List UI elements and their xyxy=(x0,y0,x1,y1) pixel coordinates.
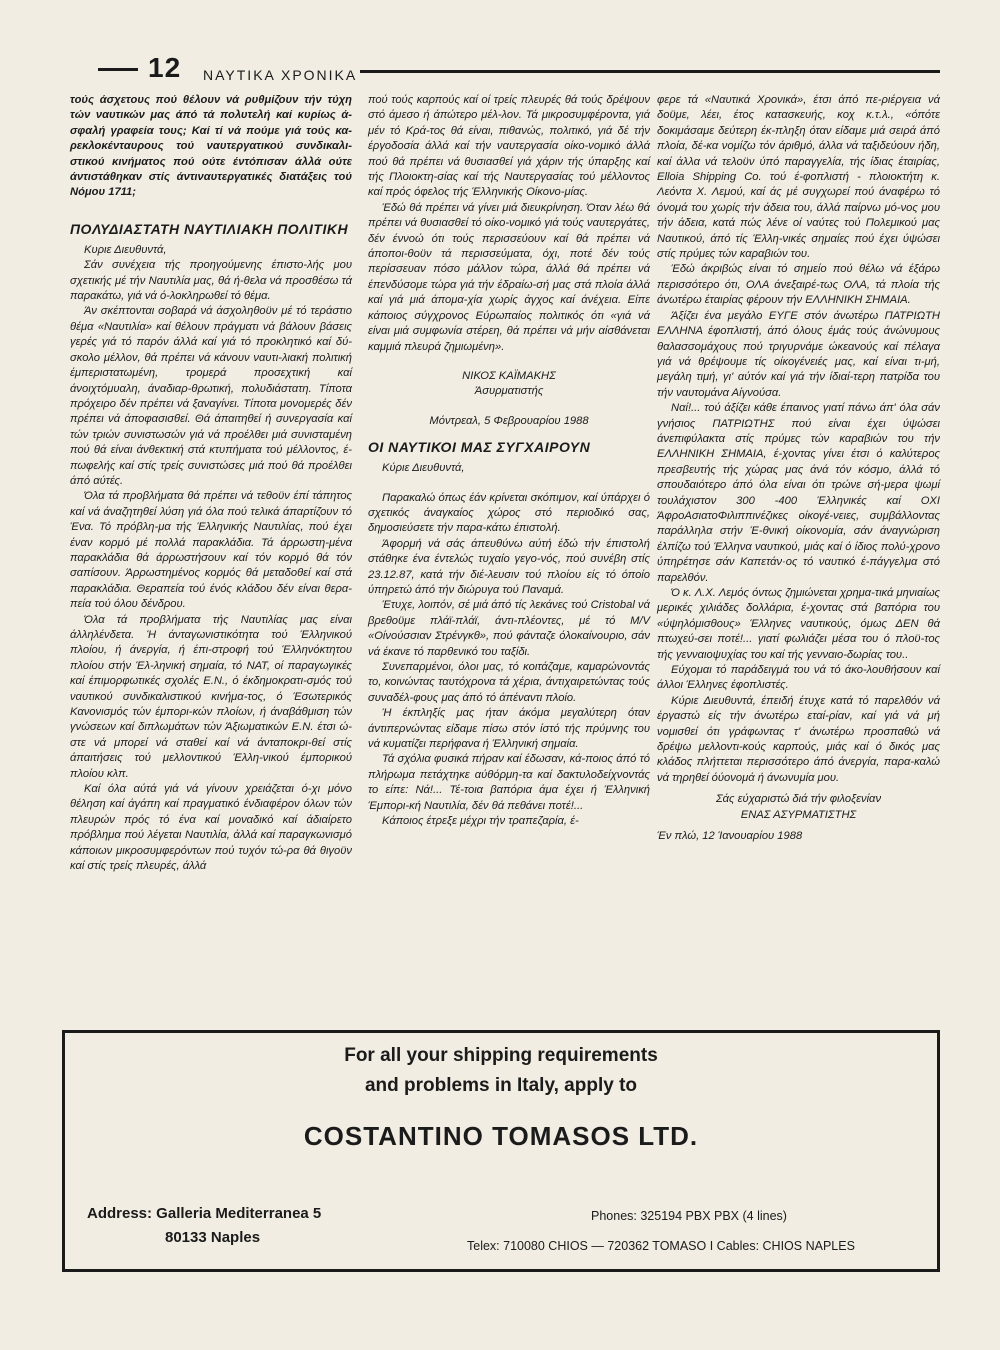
ad-telex-cables: Telex: 710080 CHIOS — 720362 TOMASO I Cables: CHIOS NAPLES xyxy=(467,1239,855,1253)
paragraph: Παρακαλώ όπως έάν κρίνεται σκόπιμον, καί ύπάρχει ό σχετικός άναγκαίος χώρος στό περιοδικό σας, δημοσιεύσετε τήν παρα-κάτω έπιστολή. xyxy=(368,491,650,535)
paragraph: Ό κ. Λ.Χ. Λεμός όντως ζημιώνεται χρημα-τικά μηνιαίως μερικές χιλιάδες δολλάρια, έ-χοντας στά βαπόρια του «ύψηλόμισθους» Έλληνες ναυτικούς, όμως ΔΕΝ θά πτωχεύ-σει ποτέ!... γιατί φωλιάζει μέσα του ό πλοϋ-τος τής γενναιοψυχίας του καί τής γενναιο-δωρίας του.. xyxy=(657,587,940,661)
signature-role: Άσυρματιστής xyxy=(474,385,544,398)
paragraph: Άξίζει ένα μεγάλο ΕΥΓΕ στόν άνωτέρω ΠΑΤΡΙΩΤΗ ΕΛΛΗΝΑ έφοπλιστή, άπό όλους έμάς τούς άνώνυμους θαλασσομάχους πού τριγυρνάμε ώκεανούς καί πέλαγα γιά νά θρέψουμε τίς οίκογένειές μας, καί είναι τι-μή, μεγάλη τιμή, γι' αύτόν καί γιά τήν ίδιαί-τερη πατρίδα του τήν ναυτομάνα Αίγνούσα. xyxy=(657,309,940,399)
ad-address-line-2: 80133 Naples xyxy=(165,1229,261,1246)
ad-headline-line-1: For all your shipping requirements xyxy=(344,1045,658,1066)
ad-address-line-1: Address: Galleria Mediterranea 5 xyxy=(87,1205,322,1222)
paragraph: Ναί!... τού άξίζει κάθε έπαινος γιατί πάνω άπ' όλα σάν γνήσιος ΠΑΤΡΙΩΤΗΣ πού είναι έχει ύψώσει άνεπιφύλακτα στίς πρύμες τών καραβιών του τήν ΕΛΛΗΝΙΚΗ ΣΗΜΑΙΑ, έ-χοντας γίνει έτσι ό καλύτερος πρεσβευτής τής χώρας μας άνά τόν κόσμο, άλλά τό σπουδαιότερο άπό όλα είναι ότι τρώνε σή-μερα ψωμί τουλάχιστον 300 -400 Έλληνικές καί ΟΧΙ ΆφροΑσιατοΦιλιππινέζικες οίκογέ-νειες, συμβάλλοντας παράλληλα στήν Έ-θνική οίκονομία, σάν άναγνώριση έλπίζω τού Έλληνα ναυτικού, μιάς καί ό ίδιος πολύ-χρονο ύπηρέτησε σάν Καπετάν·ος τό ναυτικό έ-πάγγελμα στό παρελθόν. xyxy=(657,402,940,584)
paragraph: Ή έκπληξίς μας ήταν άκόμα μεγαλύτερη όταν άντιπερνώντας είδαμε πίσω στόν ίστό τής πρύμνης του νά κυματίζει περήφανα ή Έλληνική σημαία. xyxy=(368,707,650,751)
paragraph: Έτυχε, λοιπόν, σέ μιά άπό τίς λεκάνες τού Cristobal νά βρεθοϋμε πλάϊ-πλάϊ, άντι-πλέοντες, μέ τό Μ/V «Οίνούσσιαν Στρένγκθ», πού φάνταζε όλοκαίνουριο, σάν νά έκανε τό παρθενικό του ταξίδι. xyxy=(368,599,650,658)
salutation: Κυριε Διευθυντά, xyxy=(84,243,167,256)
magazine-title: ΝΑΥΤΙΚΑ ΧΡΟΝΙΚΑ xyxy=(203,67,358,83)
paragraph: Άν σκέπτονται σοβαρά νά άσχοληθοϋν μέ τό τεράστιο θέμα «Ναυτιλία» καί θέλουν πράγματι νά βάλουν βάσεις γερές γιά τό παρόν άλλά καί γιά τό προκλητικό καί δύ-σκολο μέλλον, θά πρέπει νά κάνουν ναυτι-λιακή πολιτική έμπεριστατωμένη, τρομερά προσεχτική καί άνοιχτόμυαλη, άναδιαρ-θρωτική, πολυδιάστατη. Τίποτα πρόχειρο δέν πρέπει νά ξαναγίνει. Τίποτα μονομερές δέν πρέπει νά άποφασισθεί. Θά άπαιτηθεί ή συνεργασία καί τών τριών συνιστωσών γιά νά προέλθει μιά συνισταμένη πού θά είναι άνθεκτική στά κτυπήματα τού μέλλοντος, έ-πωφελής καί στίς τρείς συνιστώσες μιά πού θά προέλθει άπό αύτές. xyxy=(70,305,352,487)
header-rule-left xyxy=(98,68,138,71)
paragraph: Κύριε Διευθυντά, έπειδή έτυχε κατά τό παρελθόν νά έργαστώ είς τήν άνωτέρω εταί-ρίαν, καί γιά νά μή νομισθεί ότι γράφωντας τ' άνωτέρω προσπαθώ νά δρέψω μελλοντι-κούς καρπούς, μιάς καί ό δικός μας κλάδος πλήττεται περισσότερο άπό άνεργία, παρα-καλώ νά τηρηθεί όύονομά ή άνωνυμία μου. xyxy=(657,694,940,784)
paragraph: Όλα τά προβλήματα τής Ναυτιλίας μας είναι άλληλένδετα. Ή άνταγωνιστικότητα τού Έλληνικού πλοίου, ή άνεργία, ή έπι-στροφή τού Έλληνόκτητου πλοίου στήν Έλ-ληνική σημαία, τό ΝΑΤ, οί παραγωγικές καί έπιμορφωτικές σχολές Ε.Ν., ό έκδημοκρατι-σμός τού ναυτικού συνδικαλιστικού κινήμα-τος, ό Έσωτερικός Κανονισμός τών έμπορι-κών πλοίων, ή άναβάθμιση τών γνώσεων καί διπλωμάτων τών Άξιωματικών Ε.Ν. έτσι ώ-στε νά μπορεί νά σταθεί καί νά άνταποκρι-θεί στίς άπαιτήσεις τού μελλοντικού Έλλη-νικού έμπορικού πλοίου κλπ. xyxy=(70,613,352,780)
paragraph: Σάν συνέχεια τής προηγούμενης έπιστο-λής μου σχετικής μέ τήν Ναυτιλία μας, θά ή-θελα νά προσθέσω τά παρακάτω, γιά νά ό-λοκληρωθεί τό θέμα. xyxy=(70,259,352,303)
paragraph: φερε τά «Ναυτικά Χρονικά», έτσι άπό πε-ριέργεια νά δοϋμε, λέει, έτος κατασκευής, κοχ κ.τ.λ., «όπότε δοκιμάσαμε δεύτερη έκ-πληξη όταν είδαμε μιά σειρά άπό πλοία, δέ-κα νομίζω τόν άριθμό, άλλα νά ταξιδεύουν ήδη, καί άλλα νά τελοϋν ύπό παραγγελία, τής ίδιας έταιρίας, Elloia Shipping Co. τού έ-φοπλιστή - πλοιοκτήτη κ. Λεόντα Χ. Λεμού, καί άς μέ συγχωρεί πού άναφέρω τό όνομά του χωρίς τήν άδεια του, άλλά παίρνω μό-νος μου τήν άδεια, κατά πώς λένε οί ναύτες τού Πολεμικού μας Ναυτικού, άπό τίς Έλλη-νικές σημαίες πού έχει ύψώσει στίς πρύμες τών καραβιών του. xyxy=(657,94,940,261)
spacer xyxy=(368,477,650,491)
signature-name: ΝΙΚΟΣ ΚΑΪΜΑΚΗΣ xyxy=(462,369,556,382)
spacer xyxy=(368,355,650,369)
paragraph: πού τούς καρπούς καί οί τρείς πλευρές θά τούς δρέψουν στό άμεσο ή άπώτερο μέλ-λον. Τά μικροσυμφέροντα, γιά μέν τό Κρά-τος θά είναι, πιθανώς, πολιτικό, γιά δέ τήν έργοδοσία άλλά καί τήν ναυτεργασία οίκο-νομικό άλλά πού θά πρέπει νά θυσιασθεί γιά χάριν τής ύπαρξης καί τής Πλοιοκτη-σίας καί τής Ναυτεργασίας τού μέλλοντος καί πρός όφελος τής Έλληνικής Οίκονο-μίας. xyxy=(368,94,650,199)
place-date: Μόντρεαλ, 5 Φεβρουαρίου 1988 xyxy=(429,414,589,427)
column-2 xyxy=(368,93,650,829)
closing-line: Σάς εύχαριστώ διά τήν φιλοξενίαν xyxy=(715,793,882,806)
salutation: Κύριε Διευθυντά, xyxy=(382,462,465,475)
paragraph: Άφορμή νά σάς άπευθύνω αύτή έδώ τήν έπιστολή στάθηκε ένα έντελώς τυχαίο γεγο-νός, πού συνέβη στίς 23.12.87, κατά τήν διέ-λευσιν τού πλοίου είς τό όποίο ύπηρετώ άπό τήν διώρυγα τού Παναμά. xyxy=(368,537,650,596)
paragraph: Κάποιος έτρεξε μέχρι τήν τραπεζαρία, έ- xyxy=(382,815,579,828)
advertisement-box xyxy=(62,1030,940,1272)
header-rule-right xyxy=(360,70,940,73)
ad-phones: Phones: 325194 PBX PBX (4 lines) xyxy=(591,1209,787,1223)
paragraph: Τά σχόλια φυσικά πήραν καί έδωσαν, κά-ποιος άπό τό πλήρωμα πετάχτηκε αύθόρμη-τα καί δακτυλοδείχνοντάς το είπε: Νά!... Τέ-τοια βαπόρια άμα έχει ή Έλληνική Έμπορι-κή Ναυτιλία, δέν θά πεθάνει ποτέ!... xyxy=(368,753,650,812)
paragraph: Καί όλα αύτά γιά νά γίνουν χρειάζεται ό-χι μόνο θέληση καί άγάπη καί πραγματικό ένδιαφέρον όλων τών πλευρών πρός τό ένα καί μοναδικό καί άδιαίρετο πρόβλημα πού λέγεται Ναυτιλία, άλλά καί παραγκωνισμό κάποιων μικροσυμφερόντων πού τυχόν τώ-ρα θά θιγοϋν καί στίς τρείς πλευρές, άλλά xyxy=(70,783,352,873)
paragraph: Έδώ άκριβώς είναι τό σημείο πού θέλω νά έξάρω περισσότερο ότι, ΟΛΑ άνεξαιρέ-τως ΟΛΑ, τά πλοία τής άνωτέρω έταιρίας φέρουν τήν ΕΛΛΗΝΙΚΗ ΣΗΜΑΙΑ. xyxy=(657,263,940,307)
page-number: 12 xyxy=(148,52,182,83)
place-date: Έν πλώ, 12 Ίανουαρίου 1988 xyxy=(657,830,803,843)
ad-headline-line-2: and problems in Italy, apply to xyxy=(364,1075,638,1096)
column-1-intro: τούς άσχετους πού θέλουν νά ρυθμίζουν τήν τύχη τών ναυτικών μας άπό τά πολυτελή καί κυρίως ά-σφαλή γραφεία τους; Καί τί νά πούμε γιά τούς κα-ρεκλοκένταυρους τού ναυτεργατικού συνδικαλι-στικού κινήματος πού ούτε έντόπισαν άλλά ούτε άντιστάθηκαν στίς άντιναυτεργατικές διατάξεις τού Νόμου 1711; xyxy=(70,94,352,199)
paragraph: Έδώ θά πρέπει νά γίνει μιά διευκρίνηση. Όταν λέω θά πρέπει νά θυσιασθεί τό οίκο-νομικό γιά τούς ναυτεργάτες, δέν έννοώ ότι τούς περισσεύουν καί θά πρέπει νά άποποι-θοϋν τά περισσεύματα, όχι, ποτέ δέν τούς περίσσευαν πόσο μάλλον τώρα, άλλά θά πρέπει νά έπενδύσομε τώρα γιά τήν έδραίω-σή μας στά πλοία άλλά καί γιά μιά άπομα-χία χωρίς άγχος καί άνέχεια. Είπε κάποιος σύγχρονος Εύρωπαίος πολιτικός ότι «γιά νά είναι μιά συμφωνία στέρεη, θά πρέπει νά μήν αίσθάνεται καμμιά πλευρά ζημιωμένη». xyxy=(368,201,650,353)
column-3 xyxy=(657,93,940,845)
paragraph: Όλα τά προβλήματα θά πρέπει νά τεθοϋν έπί τάπητος καί νά άναζητηθεί λύση γιά όλα πού τελικά άπαρτίζουν τό Ένα. Τό πρόβλη-μα τής Έλληνικής Ναυτιλίας, πού έχει έναν κορμό μέ πολλά παρακλάδια. Τά άρρωστη-μένα παρακλάδια θά άρρωστήσουν καί τόν κορμό θά τόν σαπίσουν. Άρρωστημένος κορμός θά μεταδοθεί καί στά παρακλάδια. Θεραπεία τού ένός κλάδου δέν είναι θερα-πεία τού όλου δένδρου. xyxy=(70,490,352,611)
section-title-sailors-congratulate: ΟΙ ΝΑΥΤΙΚΟΙ ΜΑΣ ΣΥΓΧΑΙΡΟΥΝ xyxy=(368,439,591,456)
column-1 xyxy=(70,93,352,875)
paragraph: Συνεπαρμένοι, όλοι μας, τό κοιτάζαμε, καμαρώνοντάς το, κοινώντας ταυτόχρονα τά χέρια, άντιχαιρετώντας τούς συναδέλ-φους μας άπό τό άπέναντι πλοίο. xyxy=(368,661,650,704)
spacer xyxy=(368,400,650,414)
paragraph: Εύχομαι τό παράδειγμά του νά τό άκο-λουθήσουν καί άλλοι Έλληνες έφοπλιστές. xyxy=(657,664,940,692)
closing-signature: ΕΝΑΣ ΑΣΥΡΜΑΤΙΣΤΗΣ xyxy=(740,808,857,821)
ad-company-name: COSTANTINO TOMASOS LTD. xyxy=(303,1121,699,1151)
section-title-naval-policy: ΠΟΛΥΔΙΑΣΤΑΤΗ ΝΑΥΤΙΛΙΑΚΗ ΠΟΛΙΤΙΚΗ xyxy=(70,220,349,237)
